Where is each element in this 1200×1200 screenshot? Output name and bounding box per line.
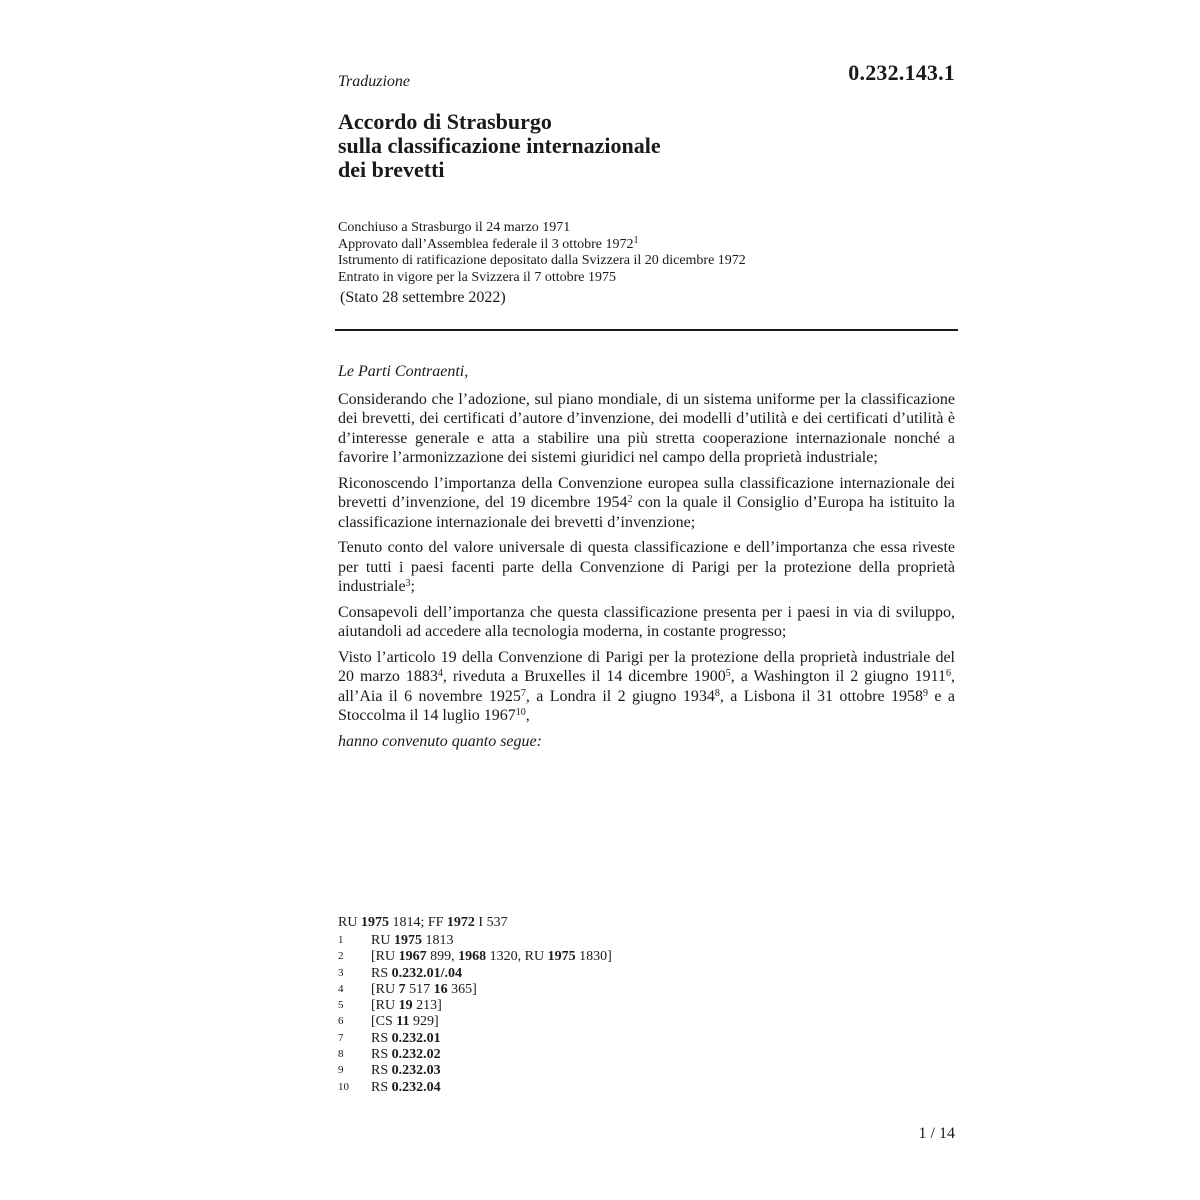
footnote-bold: 1968 (458, 949, 487, 965)
footnote-number: 6 (338, 1015, 344, 1028)
agreed-heading: hanno convenuto quanto segue: (338, 732, 542, 750)
paragraph-text: , (525, 707, 530, 724)
footnote-text (371, 982, 477, 998)
footnote-number: 8 (338, 1048, 344, 1061)
footnote-text (371, 1047, 441, 1063)
footnote-bold: 0.232.01/.04 (391, 965, 463, 981)
footnote-number: 10 (338, 1080, 349, 1093)
footnote-number: 9 (338, 1064, 344, 1077)
footnote-item (338, 1047, 958, 1063)
footnote-number: 3 (338, 966, 344, 979)
paragraph-text: e a Stoccolma il 14 luglio 1967 (338, 687, 956, 724)
title-line-1: Accordo di Strasburgo (338, 109, 552, 134)
ref-bold: 1975 (360, 915, 389, 930)
footnote-item (338, 1080, 958, 1096)
footnote-number: 5 (338, 999, 344, 1012)
footnote-part: [RU (371, 981, 399, 997)
footnote-number: 4 (338, 982, 344, 995)
footnote-number: 1 (338, 934, 344, 946)
page-number: 1 / 14 (918, 1125, 955, 1142)
document-meta (338, 220, 958, 286)
footnote-ref-7[interactable]: 7 (520, 687, 526, 699)
ref-bold: 1972 (446, 915, 475, 930)
footnote-bold: 16 (433, 981, 448, 997)
publication-reference (338, 914, 508, 931)
meta-approved (338, 234, 958, 254)
document-body (338, 362, 955, 757)
footnote-ref-4[interactable]: 4 (437, 668, 443, 679)
footnote-bold: 11 (396, 1014, 410, 1030)
ref-text: I 537 (474, 915, 508, 930)
footnote-part: [CS (371, 1014, 397, 1030)
footnote-part: RU (371, 933, 394, 948)
parties-heading: Le Parti Contraenti, (338, 363, 469, 380)
footnote-text (371, 1080, 441, 1096)
paragraph-text: ; (410, 578, 415, 595)
footnote-ref-10[interactable]: 10 (515, 707, 526, 718)
header-divider (335, 329, 958, 331)
footnote-part: 1830] (575, 949, 612, 965)
footnote-bold: 1975 (547, 949, 576, 965)
paragraph-text: , a Washington il 2 giugno 1911 (730, 668, 947, 685)
paragraph-visto (338, 648, 955, 726)
footnote-bold: 0.232.01 (391, 1030, 441, 1046)
footnote-text (371, 1063, 441, 1079)
footnote-item (338, 998, 958, 1014)
footnote-part: 1813 (421, 933, 454, 948)
footnote-text (371, 1014, 439, 1030)
footnote-bold: 7 (398, 981, 406, 997)
document-title (338, 110, 958, 182)
title-line-3: dei brevetti (338, 157, 445, 182)
footnote-text (371, 998, 442, 1014)
footnote-part: [RU (371, 998, 399, 1014)
footnote-item (338, 982, 958, 998)
footnote-ref-1[interactable]: 1 (633, 234, 639, 246)
footnote-ref-5[interactable]: 5 (725, 668, 731, 679)
sr-number: 0.232.143.1 (848, 60, 955, 85)
paragraph-text: Visto l’articolo 19 della Convenzione di Parigi per la protezione della proprietà industriale del 20 marzo 1883 (338, 648, 955, 685)
footnote-bold: 0.232.03 (391, 1063, 441, 1079)
footnote-text (371, 949, 612, 965)
footnote-text (371, 933, 453, 949)
footnote-ref-9[interactable]: 9 (923, 687, 929, 699)
footnote-item (338, 949, 958, 965)
footnote-text (371, 966, 462, 982)
paragraph-text: Tenuto conto del valore universale di questa classificazione e dell’importanza che essa riveste per tutti i paesi facenti parte della Convenzione di Parigi per la protezione della proprietà industriale (338, 539, 955, 595)
paragraph-text: , all’Aia il 6 novembre 1925 (338, 668, 956, 705)
footnote-part: 213] (412, 998, 442, 1014)
meta-ratification: Istrumento di ratificazione depositato dalla Svizzera il 20 dicembre 1972 (338, 253, 746, 268)
footnote-part: RS (371, 965, 392, 981)
paragraph-text: Riconoscendo l’importanza della Convenzione europea sulla classificazione internazionale dei brevetti d’invenzione, del 19 dicembre 1954 (338, 474, 955, 511)
footnote-part: 517 (405, 981, 434, 997)
paragraph-text: , a Lisbona il 31 ottobre 1958 (719, 687, 924, 705)
footnote-item (338, 1014, 958, 1030)
footnote-bold: 0.232.04 (391, 1079, 441, 1095)
footnote-item (338, 966, 958, 982)
footnote-item (338, 933, 958, 949)
footnote-part: RS (371, 1079, 392, 1095)
paragraph-riconoscendo (338, 474, 955, 533)
footnote-part: 929] (409, 1014, 439, 1030)
paragraph-consapevoli: Consapevoli dell’importanza che questa classificazione presenta per i paesi in via di sviluppo, aiutandoli ad accedere alla tecnologia moderna, in costante progresso; (338, 603, 955, 640)
status-date: (Stato 28 settembre 2022) (340, 289, 506, 306)
translation-label: Traduzione (338, 73, 411, 90)
meta-in-force: Entrato in vigore per la Svizzera il 7 ottobre 1975 (338, 269, 616, 285)
paragraph-text: , riveduta a Bruxelles il 14 dicembre 1900 (442, 668, 726, 685)
footnote-part: RS (371, 1047, 392, 1063)
footnote-part: 1320, RU (486, 949, 548, 965)
paragraph-text: con la quale il Consiglio d’Europa ha istituito la classificazione internazionale dei brevetti d’invenzione; (338, 494, 955, 531)
footnote-part: [RU (371, 949, 399, 965)
footnote-number: 7 (338, 1031, 344, 1044)
paragraph-tenuto-conto (338, 538, 955, 597)
paragraph-text: , a Londra il 2 giugno 1934 (525, 687, 715, 705)
footnote-bold: 1975 (393, 933, 422, 948)
footnote-number: 2 (338, 950, 344, 963)
footnote-item (338, 1063, 958, 1079)
footnote-part: RS (371, 1063, 392, 1079)
meta-approved-text: Approvato dall’Assemblea federale il 3 ottobre 1972 (338, 236, 634, 252)
footnote-ref-2[interactable]: 2 (627, 494, 633, 505)
paragraph-considerando: Considerando che l’adozione, sul piano mondiale, di un sistema uniforme per la classificazione dei brevetti, dei certificati d’autore d’invenzione, dei modelli d’utilità e dei certificati d’utilità è d’interesse generale e atta a stabilire una più stretta cooperazione internazionale nonché a favorire l’armonizzazione dei sistemi giuridici nel campo della proprietà industriale; (338, 390, 955, 466)
footnotes-list (338, 933, 958, 1096)
ref-text: RU (338, 915, 361, 930)
footnote-part: 365] (447, 981, 477, 997)
footnote-bold: 1967 (398, 949, 427, 965)
footnote-part: RS (371, 1030, 392, 1046)
footnote-ref-8[interactable]: 8 (714, 687, 720, 699)
footnote-bold: 0.232.02 (391, 1047, 441, 1063)
footnote-ref-3[interactable]: 3 (405, 578, 411, 589)
footnote-bold: 19 (398, 998, 413, 1014)
title-line-2: sulla classificazione internazionale (338, 133, 661, 158)
footnote-text (371, 1031, 441, 1047)
ref-text: 1814; FF (388, 915, 447, 930)
footnote-ref-6[interactable]: 6 (946, 668, 952, 679)
footnote-item (338, 1031, 958, 1047)
footnote-part: 899, (426, 949, 459, 965)
meta-concluded: Conchiuso a Strasburgo il 24 marzo 1971 (338, 220, 571, 235)
